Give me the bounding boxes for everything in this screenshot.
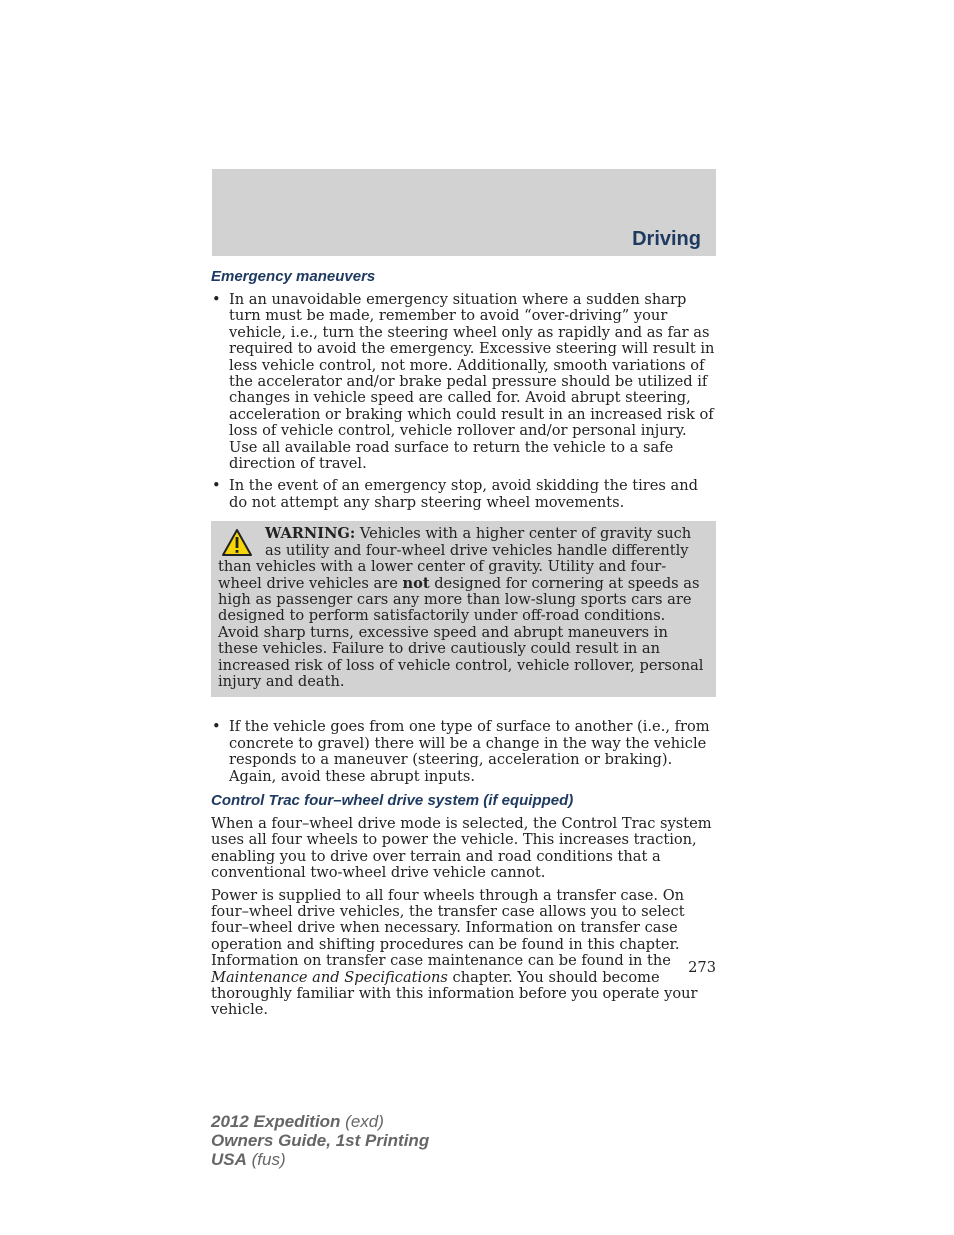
bullet-icon: • <box>212 718 221 736</box>
paragraph-text: Power is supplied to all four wheels through a transfer case. On four–wheel drive vehicles, the transfer case allows you to select four–wheel drive when necessary. Information on transfer case operation and shifting procedures can be found in this chapter. Information on transfer case maintenance can be found in the <box>211 886 685 970</box>
paragraph: When a four–wheel drive mode is selected, the Control Trac system uses all four wheels to power the vehicle. This increases traction, enabling you to drive over terrain and road conditions that a conventional two-wheel drive vehicle cannot. <box>211 814 712 882</box>
list-item <box>211 478 716 511</box>
footer-line-guide <box>211 1131 429 1150</box>
section-heading-emergency: Emergency maneuvers <box>211 268 376 285</box>
footer-market-code: (fus) <box>251 1150 286 1169</box>
footer-publication-info <box>211 1112 429 1169</box>
bullet-text: If the vehicle goes from one type of surface to another (i.e., from concrete to gravel) there will be a change in the way the vehicle responds to a maneuver (steering, acceleration or braking). Again, avoid these abrupt inputs. <box>229 718 710 785</box>
warning-box <box>211 521 716 697</box>
surface-bullet-list <box>211 719 716 785</box>
warning-label: WARNING: <box>265 525 356 543</box>
bullet-text: In an unavoidable emergency situation where a sudden sharp turn must be made, remember to avoid “over-driving” your vehicle, i.e., turn the steering wheel only as rapidly and as far as required to avoid the emergency. Excessive steering will result in less vehicle control, not more. Additionally, smooth variations of the accelerator and/or brake pedal pressure should be utilized if changes in vehicle speed are called for. Avoid abrupt steering, acceleration or braking which could result in an increased risk of loss of vehicle control, vehicle rollover and/or personal injury. Use all available road surface to return the vehicle to a safe direction of travel. <box>229 291 715 473</box>
chapter-header-band <box>212 169 716 256</box>
chapter-title: Driving <box>632 228 701 250</box>
warning-text: Vehicles with a higher center of gravity such as utility and four-wheel drive vehicles handle differently than vehicles with a lower center of gravity. Utility and four-wheel drive vehicles are <box>218 525 692 592</box>
list-item <box>211 719 716 785</box>
page-content <box>211 267 716 1025</box>
paragraph <box>211 888 716 1019</box>
chapter-reference: Maintenance and Specifications <box>211 968 448 986</box>
footer-market: USA <box>211 1150 247 1169</box>
footer-line-model <box>211 1112 429 1131</box>
bullet-icon: • <box>212 291 221 308</box>
paragraph-text-continued: chapter. You should become thoroughly familiar with this information before you operate your vehicle. <box>211 968 698 1019</box>
bullet-text: In the event of an emergency stop, avoid skidding the tires and do not attempt any sharp steering wheel movements. <box>229 477 698 511</box>
warning-text-continued: designed for cornering at speeds as high as passenger cars any more than low-slung sports cars are designed to perform satisfactorily under off-road conditions. Avoid sharp turns, excessive speed and abrupt maneuvers in these vehicles. Failure to drive cautiously could result in an increased risk of loss of vehicle control, vehicle rollover, personal injury and death. <box>218 574 704 690</box>
warning-triangle-icon <box>221 528 253 558</box>
section-heading-control-trac: Control Trac four–wheel drive system (if equipped) <box>211 791 574 809</box>
emergency-bullet-list <box>211 292 716 511</box>
footer-line-market <box>211 1150 429 1169</box>
list-item <box>211 292 716 472</box>
page-number: 273 <box>688 959 716 976</box>
footer-model-code: (exd) <box>345 1112 384 1131</box>
warning-emphasis: not <box>402 574 430 592</box>
footer-guide: Owners Guide, 1st Printing <box>211 1131 430 1150</box>
footer-model: 2012 Expedition <box>211 1112 341 1131</box>
bullet-icon: • <box>212 477 221 495</box>
